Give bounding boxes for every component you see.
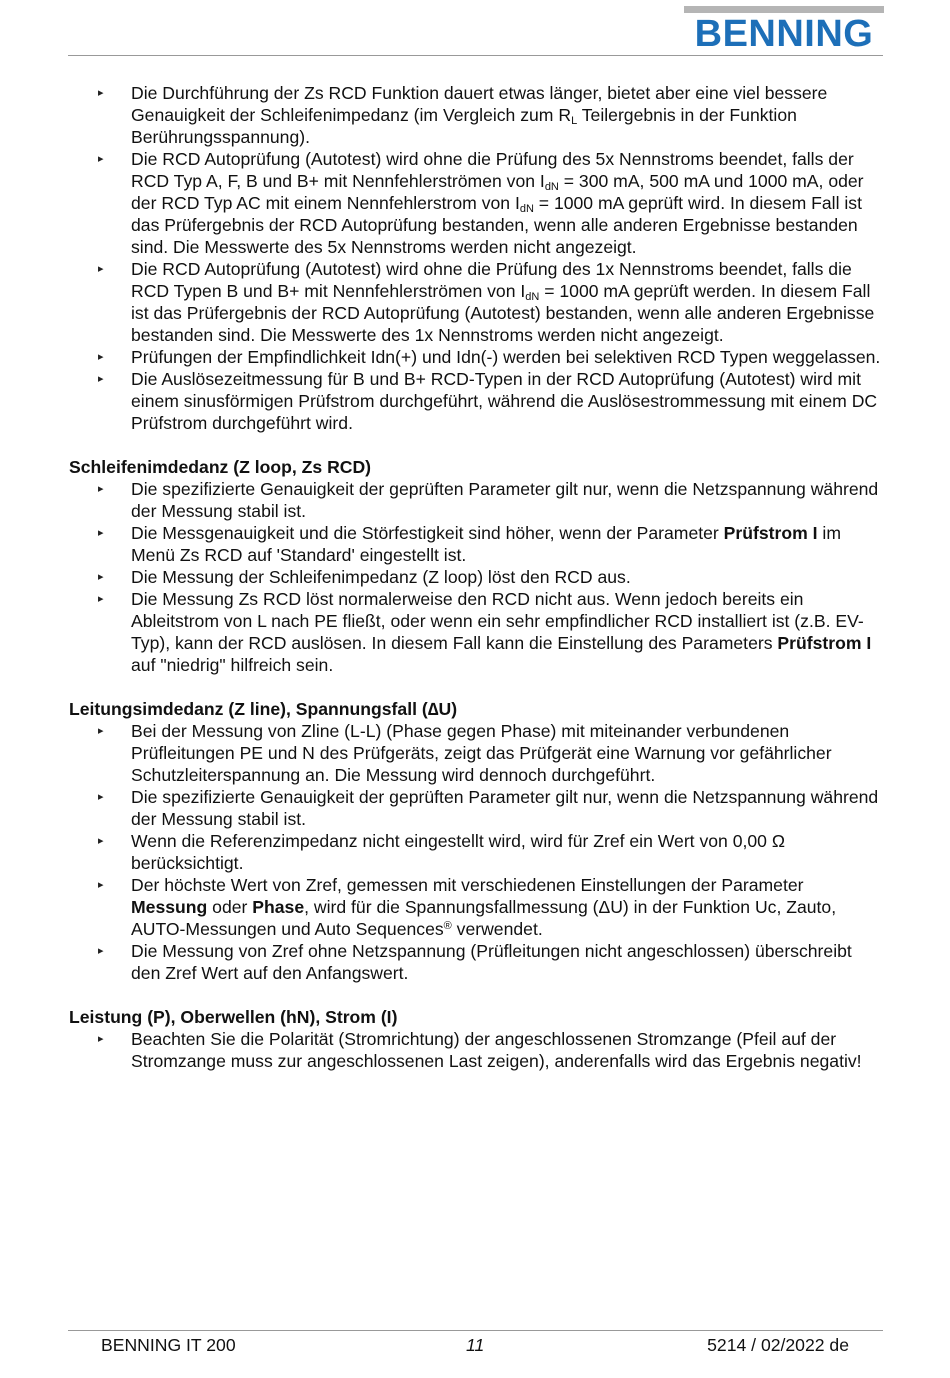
- section-bullet-list: [69, 1028, 884, 1072]
- bullet-icon: ▸: [98, 945, 104, 957]
- bullet-text: Die Durchführung der Zs RCD Funktion dauert etwas länger, bietet aber eine viel bessere Genauigkeit der Schleifenimpedanz (im Vergleich zum $R_L$ Teilergebnis in der Funktion Berührungsspannung).: [131, 83, 828, 147]
- benning-logo: [684, 6, 884, 55]
- list-item: [69, 588, 884, 676]
- bullet-text: Wenn die Referenzimpedanz nicht eingestellt wird, wird für Zref ein Wert von 0,00 Ω berücksichtigt.: [131, 831, 786, 873]
- list-item: [69, 566, 884, 588]
- bullet-icon: ▸: [98, 373, 104, 385]
- bullet-text: Die RCD Autoprüfung (Autotest) wird ohne die Prüfung des 1x Nennstroms beendet, falls die RCD Typen B und B+ mit Nennfehlerströmen von $I_{dN} = 1000$ mA geprüft werden. In diesem Fall ist das Prüfergebnis der RCD Autoprüfung (Autotest) bestanden, wenn alle anderen Ergebnisse bestanden sind. Die Messwerte des 1x Nennstroms werden nicht angezeigt.: [131, 259, 875, 345]
- bullet-icon: ▸: [98, 483, 104, 495]
- list-item: [69, 82, 884, 148]
- list-item: [69, 258, 884, 346]
- list-item: [69, 368, 884, 434]
- header-rule: [68, 55, 883, 56]
- bullet-icon: ▸: [98, 351, 104, 363]
- bullet-text: Beachten Sie die Polarität (Stromrichtung) der angeschlossenen Stromzange (Pfeil auf der Stromzange muss zur angeschlossenen Last zeigen), anderenfalls wird das Ergebnis negativ!: [131, 1029, 862, 1071]
- list-item: [69, 720, 884, 786]
- section-heading-leitungsimpedanz: Leitungsimdedanz (Z line), Spannungsfall (∆U): [69, 699, 458, 719]
- list-item: [69, 940, 884, 984]
- logo-text: BENNING: [694, 13, 874, 55]
- section-bullet-list: [69, 478, 884, 676]
- footer-rule: [68, 1330, 883, 1331]
- page-content: [69, 82, 884, 1072]
- list-item: [69, 830, 884, 874]
- logo-bar: [684, 6, 884, 13]
- section-heading-schleifenimpedanz: Schleifenimdedanz (Z loop, Zs RCD): [69, 457, 372, 477]
- bullet-icon: ▸: [98, 879, 104, 891]
- list-item: [69, 148, 884, 258]
- bullet-icon: ▸: [98, 527, 104, 539]
- bullet-icon: ▸: [98, 263, 104, 275]
- list-item: [69, 346, 884, 368]
- bullet-icon: ▸: [98, 835, 104, 847]
- section-bullet-list: [69, 720, 884, 984]
- intro-bullet-list: [69, 82, 884, 434]
- list-item: [69, 478, 884, 522]
- list-item: [69, 522, 884, 566]
- section-heading-leistung: Leistung (P), Oberwellen (hN), Strom (I): [69, 1007, 398, 1027]
- bullet-icon: ▸: [98, 87, 104, 99]
- bullet-text: Die Messung von Zref ohne Netzspannung (Prüfleitungen nicht angeschlossen) überschreibt den Zref Wert auf den Anfangswert.: [131, 941, 852, 983]
- bullet-icon: ▸: [98, 571, 104, 583]
- footer-document-code: 5214 / 02/2022 de: [707, 1335, 849, 1355]
- bullet-text: Die Auslösezeitmessung für B und B+ RCD-Typen in der RCD Autoprüfung (Autotest) wird mit einem sinusförmigen Prüfstrom durchgeführt, während die Auslösestrommessung mit einem DC Prüfstrom durchgeführt wird.: [131, 369, 878, 433]
- bullet-text: Die Messung der Schleifenimpedanz (Z loop) löst den RCD aus.: [131, 567, 631, 587]
- bullet-text: Die Messgenauigkeit und die Störfestigkeit sind höher, wenn der Parameter Prüfstrom I im Menü Zs RCD auf 'Standard' eingestellt ist.: [131, 523, 841, 565]
- bullet-icon: ▸: [98, 593, 104, 605]
- bullet-text: Die RCD Autoprüfung (Autotest) wird ohne die Prüfung des 5x Nennstroms beendet, falls der RCD Typ A, F, B und B+ mit Nennfehlerströmen von $I_{dN} = 300$ mA, 500 mA und 1000 mA, oder der RCD Typ AC mit einem Nennfehlerstrom von $I_{dN} = 1000$ mA geprüft wird. In diesem Fall ist das Prüfergebnis der RCD Autoprüfung bestanden, wenn alle anderen Ergebnisse bestanden sind. Die Messwerte des 5x Nennstroms werden nicht angezeigt.: [131, 149, 864, 257]
- list-item: [69, 786, 884, 830]
- bullet-icon: ▸: [98, 153, 104, 165]
- bullet-icon: ▸: [98, 725, 104, 737]
- bullet-text: Prüfungen der Empfindlichkeit Idn(+) und Idn(-) werden bei selektiven RCD Typen weggelassen.: [131, 347, 881, 367]
- list-item: [69, 1028, 884, 1072]
- bullet-text: Die spezifizierte Genauigkeit der geprüften Parameter gilt nur, wenn die Netzspannung während der Messung stabil ist.: [131, 479, 879, 521]
- page-number: 11: [466, 1335, 485, 1355]
- bullet-icon: ▸: [98, 1033, 104, 1045]
- bullet-text: Der höchste Wert von Zref, gemessen mit verschiedenen Einstellungen der Parameter Messung oder Phase, wird für die Spannungsfallmessung (ΔU) in der Funktion Uc, Zauto, AUTO-Messungen und Auto Sequences® verwendet.: [131, 875, 837, 939]
- bullet-text: Bei der Messung von Zline (L-L) (Phase gegen Phase) mit miteinander verbundenen Prüfleitungen PE und N des Prüfgeräts, zeigt das Prüfgerät eine Warnung vor gefährlicher Schutzleiterspannung an. Die Messung wird dennoch durchgeführt.: [131, 721, 832, 785]
- bullet-text: Die spezifizierte Genauigkeit der geprüften Parameter gilt nur, wenn die Netzspannung während der Messung stabil ist.: [131, 787, 879, 829]
- footer-product-name: BENNING IT 200: [101, 1335, 236, 1355]
- bullet-text: Die Messung Zs RCD löst normalerweise den RCD nicht aus. Wenn jedoch bereits ein Ableitstrom von L nach PE fließt, oder wenn ein sehr empfindlicher RCD installiert ist (z.B. EV-Typ), kann der RCD auslösen. In diesem Fall kann die Einstellung des Parameters Prüfstrom I auf "niedrig" hilfreich sein.: [131, 589, 872, 675]
- list-item: [69, 874, 884, 940]
- bullet-icon: ▸: [98, 791, 104, 803]
